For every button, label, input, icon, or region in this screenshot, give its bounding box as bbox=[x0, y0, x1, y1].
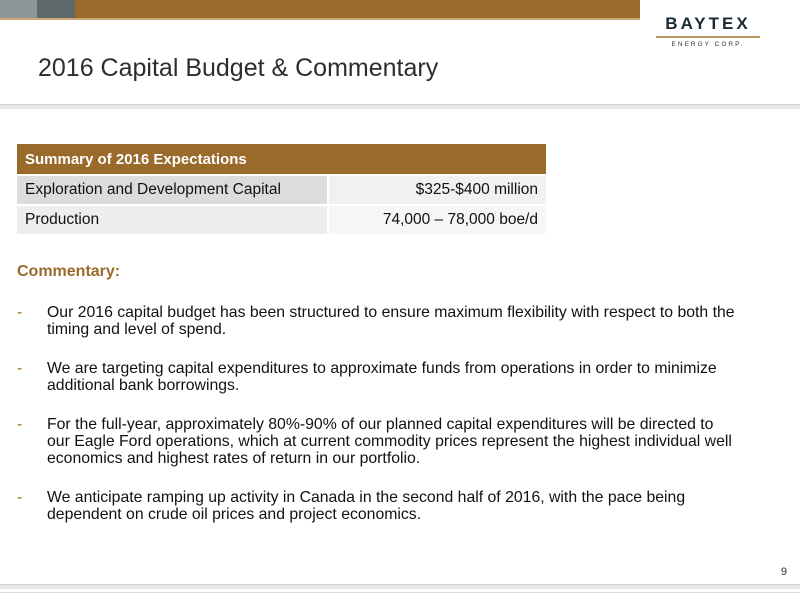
footer-divider bbox=[0, 584, 800, 589]
list-item-text: We anticipate ramping up activity in Canada in the second half of 2016, with the pace being dependent on crude oil prices and project economics. bbox=[47, 489, 686, 523]
list-item bbox=[17, 304, 737, 338]
baytex-logo bbox=[652, 14, 764, 54]
list-item bbox=[17, 416, 737, 467]
list-item-text: Our 2016 capital budget has been structured to ensure maximum flexibility with respect to both the timing and level of spend. bbox=[47, 304, 735, 338]
commentary-heading: Commentary: bbox=[17, 263, 121, 280]
list-item bbox=[17, 489, 737, 523]
bar-segment-dark-gray bbox=[37, 0, 75, 18]
bar-segment-light-gray bbox=[0, 0, 37, 18]
table-row bbox=[17, 206, 546, 234]
top-decorative-bar bbox=[0, 0, 640, 18]
list-item bbox=[17, 360, 737, 394]
row-label: Production bbox=[17, 206, 327, 234]
bar-segment-brown bbox=[75, 0, 640, 18]
table-row bbox=[17, 176, 546, 204]
footer-divider-thin bbox=[0, 592, 800, 593]
bar-underline bbox=[0, 18, 640, 20]
summary-table-header: Summary of 2016 Expectations bbox=[17, 144, 546, 174]
page-number: 9 bbox=[780, 566, 787, 578]
logo-subtitle: ENERGY CORP. bbox=[671, 41, 745, 48]
row-label: Exploration and Development Capital bbox=[17, 176, 327, 204]
list-item-text: For the full-year, approximately 80%-90% of our planned capital expenditures will be directed to our Eagle Ford operations, which at current commodity prices represent the highest individual well economics and highest rates of return in our portfolio. bbox=[47, 416, 732, 467]
bullet-dash: - bbox=[17, 416, 23, 433]
logo-rule bbox=[656, 36, 760, 38]
row-value: 74,000 – 78,000 boe/d bbox=[329, 206, 546, 234]
bullet-dash: - bbox=[17, 360, 23, 377]
title-divider bbox=[0, 104, 800, 109]
bullet-dash: - bbox=[17, 489, 23, 506]
summary-table bbox=[17, 144, 546, 234]
row-value: $325-$400 million bbox=[329, 176, 546, 204]
bullet-dash: - bbox=[17, 304, 23, 321]
logo-wordmark: BAYTEX bbox=[665, 14, 751, 33]
commentary-list bbox=[17, 304, 737, 545]
page-title: 2016 Capital Budget & Commentary bbox=[38, 54, 439, 82]
list-item-text: We are targeting capital expenditures to approximate funds from operations in order to minimize additional bank borrowings. bbox=[47, 360, 717, 394]
